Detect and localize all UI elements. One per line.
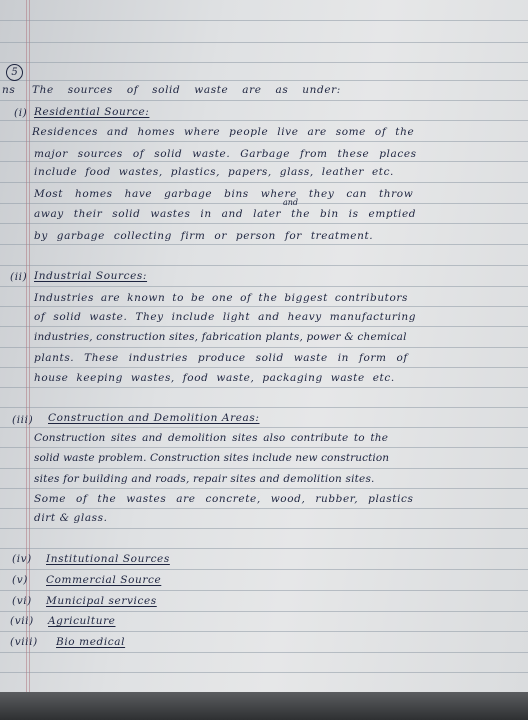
ruled-line bbox=[0, 286, 528, 287]
desk-shadow bbox=[0, 692, 528, 720]
list-item: Bio medical bbox=[56, 636, 126, 648]
ruled-line bbox=[0, 100, 528, 101]
ruled-line bbox=[0, 120, 528, 121]
ruled-line bbox=[0, 468, 528, 469]
list-label: (v) bbox=[12, 574, 28, 586]
text-line: solid waste problem. Construction sites include new construction bbox=[34, 452, 390, 464]
ruled-line bbox=[0, 244, 528, 245]
ruled-line bbox=[0, 203, 528, 204]
list-item: Municipal services bbox=[46, 595, 157, 607]
insert-word: and bbox=[283, 198, 299, 207]
list-label: (viii) bbox=[10, 636, 38, 648]
ruled-line bbox=[0, 347, 528, 348]
ruled-line bbox=[0, 488, 528, 489]
ruled-line bbox=[0, 611, 528, 612]
page-number: 5 bbox=[6, 64, 23, 81]
ruled-line bbox=[0, 265, 528, 266]
list-item: Institutional Sources bbox=[46, 553, 170, 565]
section-heading: Residential Source: bbox=[34, 106, 150, 118]
text-line: Industries are known to be one of the biggest contributors bbox=[34, 292, 409, 304]
ruled-line bbox=[0, 528, 528, 529]
text-line: plants. These industries produce solid waste in form of bbox=[34, 352, 408, 364]
text-line: Construction sites and demolition sites also contribute to the bbox=[34, 432, 389, 444]
ruled-line bbox=[0, 80, 528, 81]
text-line: Residences and homes where people live are some of the bbox=[32, 126, 415, 138]
text-line: dirt & glass. bbox=[34, 512, 108, 524]
ruled-line bbox=[0, 20, 528, 21]
list-item: Agriculture bbox=[48, 615, 116, 627]
text-line: industries, construction sites, fabrication plants, power & chemical bbox=[34, 331, 407, 343]
ruled-line bbox=[0, 548, 528, 549]
ruled-line bbox=[0, 42, 528, 43]
ruled-line bbox=[0, 367, 528, 368]
list-item: Commercial Source bbox=[46, 574, 162, 586]
list-label: (vii) bbox=[10, 615, 34, 627]
text-line: sites for building and roads, repair sites and demolition sites. bbox=[34, 473, 375, 485]
ruled-line bbox=[0, 306, 528, 307]
section-label: (iii) bbox=[12, 414, 34, 426]
ruled-line bbox=[0, 182, 528, 183]
text-line: include food wastes, plastics, papers, glass, leather etc. bbox=[34, 166, 394, 178]
section-heading: Industrial Sources: bbox=[34, 270, 148, 282]
ruled-line bbox=[0, 326, 528, 327]
text-line: of solid waste. They include light and heavy manufacturing bbox=[34, 311, 417, 323]
ruled-line bbox=[0, 407, 528, 408]
ruled-line bbox=[0, 387, 528, 388]
ruled-line bbox=[0, 141, 528, 142]
ruled-line bbox=[0, 569, 528, 570]
ruled-line bbox=[0, 447, 528, 448]
list-label: (vi) bbox=[12, 595, 32, 607]
margin-prefix: ns bbox=[2, 84, 16, 96]
ruled-line bbox=[0, 223, 528, 224]
text-line: Most homes have garbage bins where they can throw bbox=[34, 188, 414, 200]
section-label: (ii) bbox=[10, 271, 28, 283]
ruled-line bbox=[0, 590, 528, 591]
section-label: (i) bbox=[14, 107, 28, 119]
text-line: by garbage collecting firm or person for treatment. bbox=[34, 230, 374, 242]
intro-line: The sources of solid waste are as under: bbox=[32, 84, 341, 96]
ruled-line bbox=[0, 427, 528, 428]
ruled-line bbox=[0, 631, 528, 632]
ruled-line bbox=[0, 508, 528, 509]
ruled-line bbox=[0, 652, 528, 653]
list-label: (iv) bbox=[12, 553, 32, 565]
text-line: Some of the wastes are concrete, wood, rubber, plastics bbox=[34, 493, 414, 505]
ruled-line bbox=[0, 161, 528, 162]
section-heading: Construction and Demolition Areas: bbox=[48, 412, 260, 424]
text-line: away their solid wastes in and later the bin is emptied bbox=[34, 208, 417, 220]
text-line: major sources of solid waste. Garbage from these places bbox=[34, 148, 417, 160]
ruled-line bbox=[0, 672, 528, 673]
text-line: house keeping wastes, food waste, packaging waste etc. bbox=[34, 372, 395, 384]
ruled-line bbox=[0, 62, 528, 63]
